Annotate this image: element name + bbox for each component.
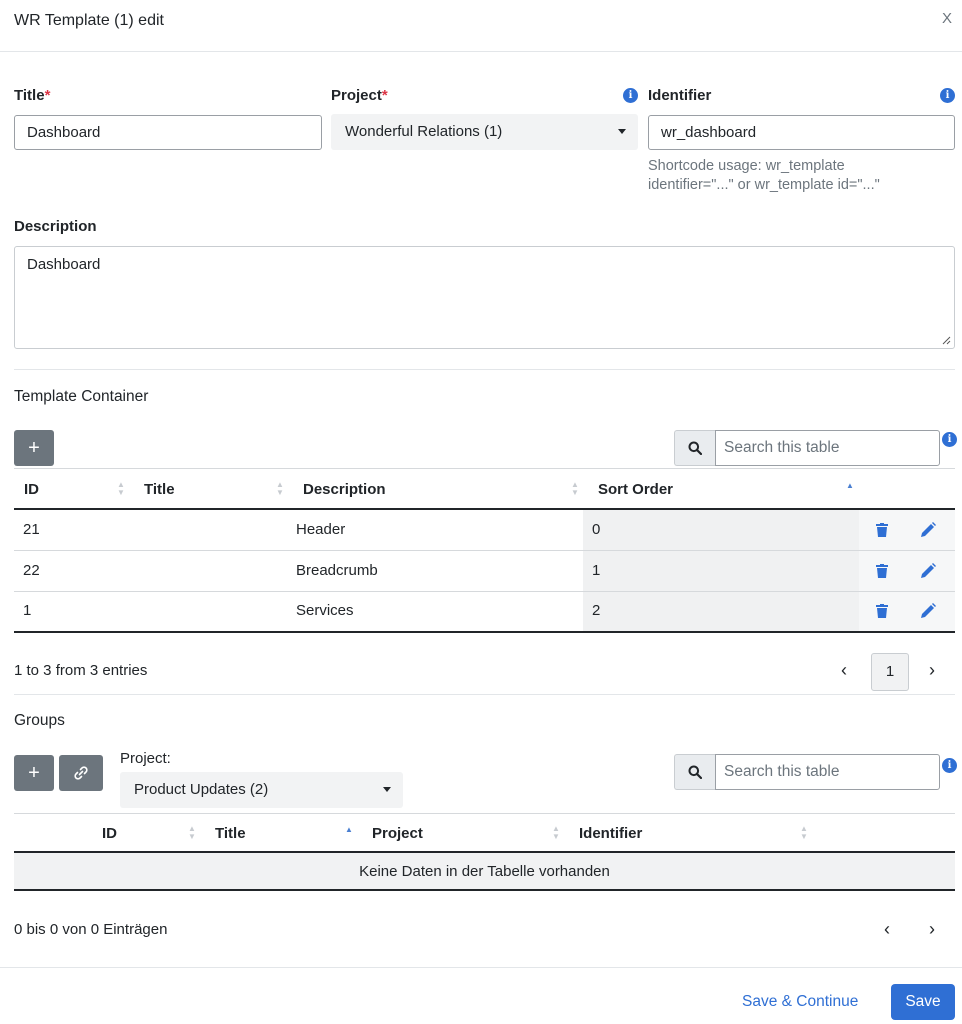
groups-search — [674, 754, 940, 790]
identifier-help-line1: Shortcode usage: wr_template — [648, 158, 845, 174]
table-top-border — [14, 813, 955, 814]
column-header-id[interactable]: ID — [24, 481, 39, 498]
prev-page-button[interactable]: ‹ — [884, 919, 890, 939]
cell-description: Breadcrumb — [296, 562, 378, 579]
sort-icon: ▲ ▼ — [276, 480, 284, 497]
add-container-button[interactable]: + — [14, 430, 54, 466]
page-number-button[interactable]: 1 — [871, 653, 909, 691]
column-header-description[interactable]: Description — [303, 481, 386, 498]
sort-icon: ▲ ▼ — [552, 824, 560, 841]
project-select-value: Wonderful Relations (1) — [345, 123, 503, 140]
container-table-info: 1 to 3 from 3 entries — [14, 662, 148, 679]
pencil-icon[interactable] — [920, 603, 936, 619]
groups-search-input[interactable]: Search this table — [715, 754, 940, 790]
chevron-down-icon — [618, 129, 626, 134]
cell-sort-order: 2 — [592, 602, 601, 619]
description-textarea[interactable] — [14, 246, 955, 349]
pencil-icon[interactable] — [920, 522, 936, 538]
table-row — [14, 551, 955, 592]
cell-sort-order: 1 — [592, 562, 601, 579]
cell-id: 1 — [23, 602, 32, 619]
container-search — [674, 430, 940, 466]
project-label-text: Project — [331, 87, 382, 104]
search-button[interactable] — [674, 430, 715, 466]
column-header-id[interactable]: ID — [102, 825, 117, 842]
search-icon — [688, 441, 702, 455]
trash-icon[interactable] — [876, 604, 888, 618]
sort-icon: ▲ ▼ — [117, 480, 125, 497]
add-group-button[interactable]: + — [14, 755, 54, 791]
sort-icon: ▲ ▼ — [800, 824, 808, 841]
table-row — [14, 510, 955, 551]
project-label — [331, 87, 388, 104]
groups-project-select[interactable] — [120, 772, 403, 808]
identifier-input[interactable]: wr_dashboard — [648, 115, 955, 150]
link-icon — [73, 765, 89, 781]
identifier-help-line2: identifier="..." or wr_template id="..." — [648, 177, 880, 193]
description-label: Description — [14, 218, 97, 235]
groups-project-label: Project: — [120, 750, 171, 767]
column-header-title[interactable]: Title — [215, 825, 246, 842]
resize-grip-icon[interactable] — [942, 336, 951, 345]
required-mark: * — [381, 87, 388, 104]
cell-description: Services — [296, 602, 354, 619]
empty-row — [14, 853, 955, 890]
chevron-down-icon — [383, 787, 391, 792]
title-label — [14, 87, 50, 104]
next-page-button[interactable]: › — [929, 660, 935, 680]
link-group-button[interactable] — [59, 755, 103, 791]
cell-id: 21 — [23, 521, 40, 538]
section-divider — [14, 694, 955, 695]
cell-id: 22 — [23, 562, 40, 579]
container-search-input[interactable]: Search this table — [715, 430, 940, 466]
trash-icon[interactable] — [876, 523, 888, 537]
groups-title: Groups — [14, 712, 65, 729]
container-table-body — [14, 510, 955, 633]
pencil-icon[interactable] — [920, 563, 936, 579]
modal-title: WR Template (1) edit — [14, 12, 164, 29]
save-button[interactable]: Save — [891, 984, 955, 1020]
cell-description: Header — [296, 521, 346, 538]
title-input[interactable]: Dashboard — [14, 115, 322, 150]
identifier-info-icon[interactable]: i — [940, 88, 955, 103]
column-header-project[interactable]: Project — [372, 825, 423, 842]
search-icon — [688, 765, 702, 779]
groups-table-info: 0 bis 0 von 0 Einträgen — [14, 921, 168, 938]
identifier-label: Identifier — [648, 87, 712, 104]
project-info-icon[interactable]: i — [623, 88, 638, 103]
sort-icon: ▲ ▼ — [571, 480, 579, 497]
trash-icon[interactable] — [876, 564, 888, 578]
column-header-sort-order[interactable]: Sort Order — [598, 481, 674, 498]
header-divider — [0, 51, 962, 52]
container-search-info-icon[interactable]: i — [942, 432, 957, 447]
sort-ascending-icon: ▲ — [846, 481, 854, 490]
template-container-title: Template Container — [14, 388, 149, 405]
project-select[interactable] — [331, 114, 638, 150]
close-button[interactable]: X — [942, 10, 953, 27]
groups-search-info-icon[interactable]: i — [942, 758, 957, 773]
groups-project-value: Product Updates (2) — [134, 781, 269, 798]
description-value: Dashboard — [27, 256, 101, 273]
table-bottom-border — [14, 631, 955, 633]
search-button[interactable] — [674, 754, 715, 790]
sort-ascending-icon: ▲ — [345, 825, 353, 834]
table-top-border — [14, 468, 955, 469]
column-header-identifier[interactable]: Identifier — [579, 825, 643, 842]
title-label-text: Title — [14, 87, 45, 104]
footer-divider — [0, 967, 962, 968]
empty-table-message: Keine Daten in der Tabelle vorhanden — [359, 863, 610, 880]
next-page-button[interactable]: › — [929, 919, 935, 939]
required-mark: * — [44, 87, 51, 104]
sort-icon: ▲ ▼ — [188, 824, 196, 841]
cell-sort-order: 0 — [592, 521, 601, 538]
save-continue-button[interactable]: Save & Continue — [742, 993, 859, 1010]
table-bottom-border — [14, 889, 955, 891]
section-divider — [14, 369, 955, 370]
column-header-title[interactable]: Title — [144, 481, 175, 498]
prev-page-button[interactable]: ‹ — [841, 660, 847, 680]
